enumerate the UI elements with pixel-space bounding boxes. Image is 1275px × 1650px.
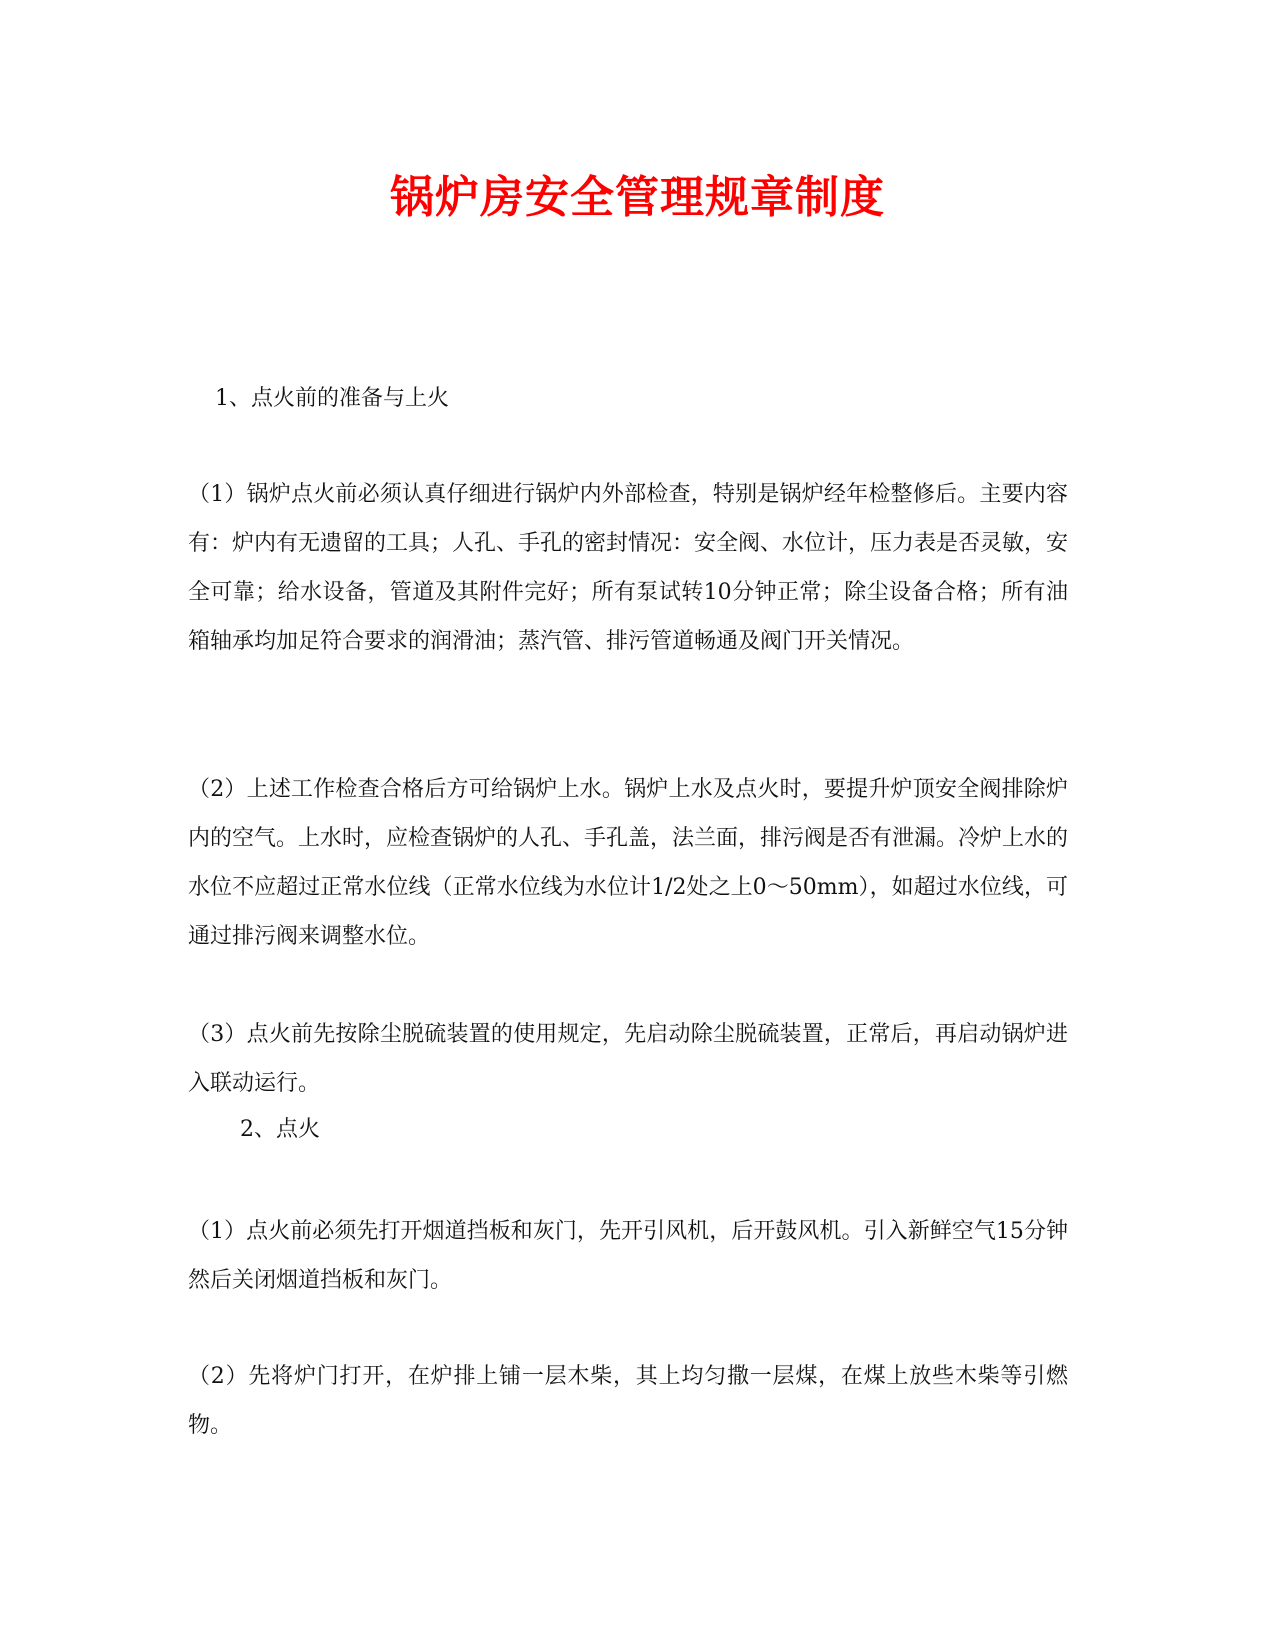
paragraph-water-filling: （2）上述工作检查合格后方可给锅炉上水。锅炉上水及点火时，要提升炉顶安全阀排除炉内的空气。上水时，应检查锅炉的人孔、手孔盖，法兰面，排污阀是否有泄漏。冷炉上水的水位不应超过正常水位线（正常水位线为水位计1/2处之上0～50mm），如超过水位线，可通过排污阀来调整水位。 [188, 777, 1069, 949]
paragraph-dust-removal-startup: （3）点火前先按除尘脱硫装置的使用规定，先启动除尘脱硫装置，正常后，再启动锅炉进入联动运行。 [188, 1022, 1068, 1096]
section-heading-ignition-preparation: 1、点火前的准备与上火 [215, 386, 449, 411]
document-title: 锅炉房安全管理规章制度 [390, 172, 885, 223]
paragraph-kindling: （2）先将炉门打开，在炉排上铺一层木柴，其上均匀撒一层煤，在煤上放些木柴等引燃物。 [188, 1364, 1068, 1438]
paragraph-pre-ignition-inspection: （1）锅炉点火前必须认真仔细进行锅炉内外部检查，特别是锅炉经年检整修后。主要内容有：炉内有无遗留的工具；人孔、手孔的密封情况：安全阀、水位计，压力表是否灵敏，安全可靠；给水设备，管道及其附件完好；所有泵试转10分钟正常；除尘设备合格；所有油箱轴承均加足符合要求的润滑油；蒸汽管、排污管道畅通及阀门开关情况。 [188, 482, 1069, 654]
paragraph-ventilation: （1）点火前必须先打开烟道挡板和灰门，先开引风机，后开鼓风机。引入新鲜空气15分钟然后关闭烟道挡板和灰门。 [188, 1219, 1068, 1293]
section-heading-ignition: 2、点火 [240, 1117, 320, 1142]
